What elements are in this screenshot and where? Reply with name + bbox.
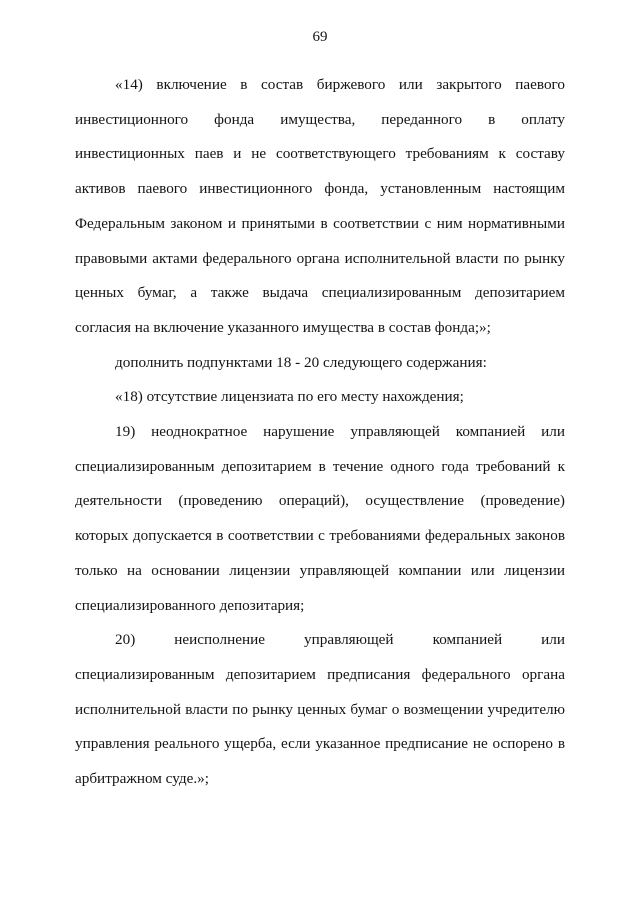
paragraph-item-19: 19) неоднократное нарушение управляющей компанией или специализированным депозитарием в течение одного года требований к деятельности (проведению операций), осуществление (проведение) которых допускается в соответствии с требованиями федеральных законов только на основании лицензии управляющей компании или лицензии специализированного депозитария; xyxy=(75,423,565,614)
paragraph-amendment-intro: дополнить подпунктами 18 - 20 следующего содержания: xyxy=(115,353,487,371)
paragraph-item-18: «18) отсутствие лицензиата по его месту нахождения; xyxy=(115,388,464,406)
paragraph-item-14: «14) включение в состав биржевого или закрытого паевого инвестиционного фонда имущества, переданного в оплату инвестиционных паев и не соответствующего требованиям к составу активов паевого инвестиционного фонда, установленным настоящим Федеральным законом и принятыми в соответствии с ним нормативными правовыми актами федерального органа исполнительной власти по рынку ценных бумаг, а также выдача специализированным депозитарием согласия на включение указанного имущества в состав фонда;»; xyxy=(75,76,565,336)
paragraph-item-20: 20) неисполнение управляющей компанией или специализированным депозитарием предписания федерального органа исполнительной власти по рынку ценных бумаг о возмещении учредителю управления реального ущерба, если указанное предписание не оспорено в арбитражном суде.»; xyxy=(75,631,565,788)
document-body xyxy=(75,68,565,797)
page-number: 69 xyxy=(312,29,328,45)
